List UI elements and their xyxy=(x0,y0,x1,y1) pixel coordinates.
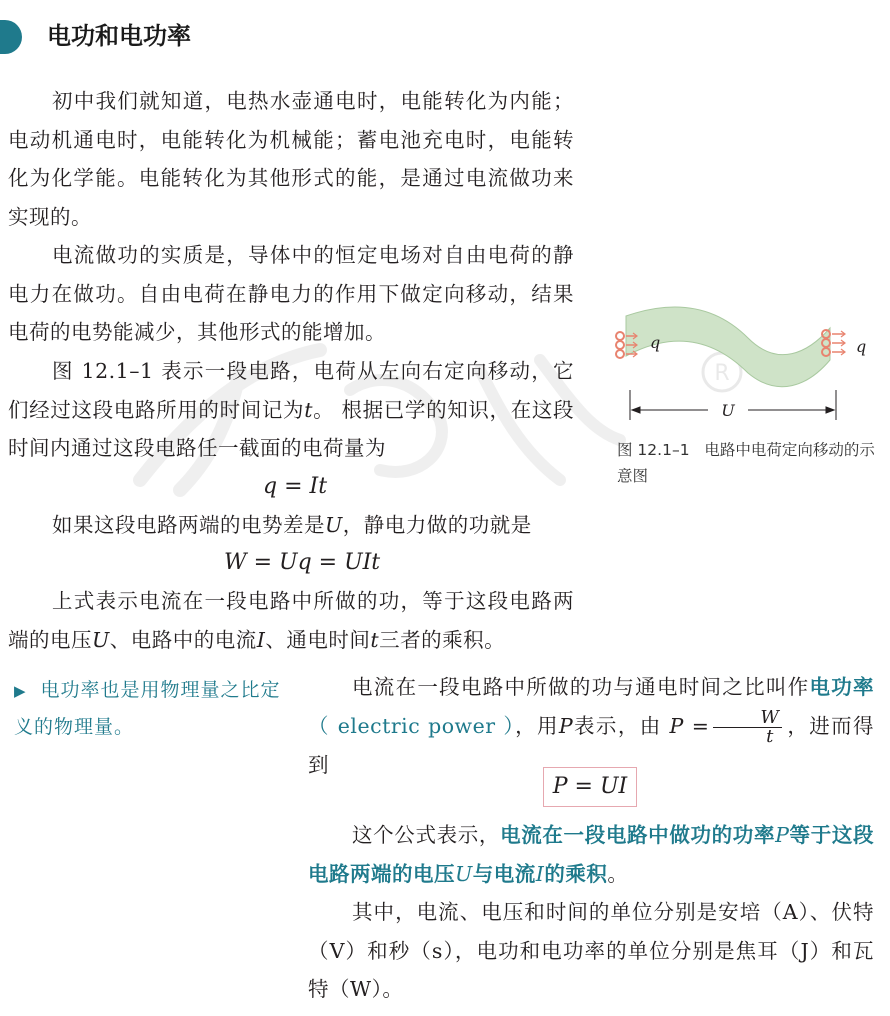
caption-text: 电路中电荷定向移动的示意图 xyxy=(617,441,875,485)
frac-lhs: P = xyxy=(669,713,710,738)
para7-highlight-1: 电流在一段电路中做功的功率 xyxy=(500,823,776,847)
side-note xyxy=(14,672,284,745)
label-q-right: q xyxy=(856,337,867,356)
caption-number: 图 12.1–1 xyxy=(617,441,690,459)
para5-text-d: 三者的乘积。 xyxy=(379,627,506,652)
paragraph-potential xyxy=(8,506,574,545)
para4-text-a: 如果这段电路两端的电势差是 xyxy=(52,513,325,537)
para7-highlight-4: 的乘积 xyxy=(544,861,608,886)
para6-text-b: ，用 xyxy=(515,713,559,738)
para5-text-c: 、通电时间 xyxy=(265,627,371,652)
paragraph-work-meaning xyxy=(8,582,574,659)
label-U: U xyxy=(721,401,735,420)
term-english: （ electric power ） xyxy=(308,713,516,738)
para3-text-b: 。 根据已学的知识，在这段时间内通过这段电路任一截面的电荷量为 xyxy=(8,397,575,460)
frac-numerator: W xyxy=(713,709,782,728)
para3-text-a: 图 12.1–1 表示一段电路，电荷从左向右定向移动，它们经过这段电路所用的时间记为 xyxy=(8,359,574,422)
var-U-2: U xyxy=(92,627,110,652)
paragraph-units: 其中，电流、电压和时间的单位分别是安培（A）、伏特（V）和秒（s），电功和电功率的单位分别是焦耳（J）和瓦特（W）。 xyxy=(308,900,874,1001)
label-q-left: q xyxy=(650,333,661,352)
para7-end: 。 xyxy=(607,861,629,886)
fraction-W-over-t xyxy=(713,706,782,747)
paragraph-essence: 电流做功的实质是，导体中的恒定电场对自由电荷的静电力在做功。自由电荷在静电力的作用下做定向移动，结果电荷的电势能减少，其他形式的能增加。 xyxy=(8,243,574,344)
side-note-text: 电功率也是用物理量之比定义的物理量。 xyxy=(14,679,281,738)
section-marker xyxy=(0,20,22,54)
para7-text-a: 这个公式表示， xyxy=(352,823,501,847)
paragraph-power-meaning xyxy=(308,816,874,893)
term-electric-power: 电功率 xyxy=(809,675,875,699)
var-P-2: P xyxy=(775,823,790,847)
left-charges xyxy=(616,332,637,358)
svg-text:R: R xyxy=(714,361,730,386)
para7-highlight-2: 等于这段电路两端的电压 xyxy=(308,823,875,886)
boxed-equation-power: P = UI xyxy=(543,767,637,807)
paragraph-figure-ref xyxy=(8,352,574,468)
equation-work: W = Uq = UIt xyxy=(224,550,381,575)
paragraph-intro: 初中我们就知道，电热水壶通电时，电能转化为内能；电动机通电时，电能转化为机械能；蓄电池充电时，电能转化为化学能。电能转化为其他形式的能，是通过电流做功来实现的。 xyxy=(8,89,574,229)
var-U: U xyxy=(325,513,343,537)
para6-text-c: 表示，由 xyxy=(573,713,662,738)
equation-charge: q = It xyxy=(263,474,328,499)
var-U-3: U xyxy=(455,861,473,886)
var-t: t xyxy=(304,397,313,422)
section-title: 电功和电功率 xyxy=(47,22,191,50)
figure-caption xyxy=(617,437,877,489)
circuit-figure xyxy=(608,298,883,428)
para6-text-d: ，进而得到 xyxy=(308,713,874,777)
para5-text-a: 上式表示电流在一段电路中所做的功，等于这段电路两端的电压 xyxy=(8,589,574,652)
var-P: P xyxy=(558,713,574,738)
var-I-2: I xyxy=(535,861,545,886)
triangle-bullet-icon: ▶ xyxy=(14,682,27,700)
frac-denominator: t xyxy=(766,725,774,747)
para7-highlight-3: 与电流 xyxy=(472,861,536,886)
var-I: I xyxy=(256,627,266,652)
para5-text-b: 、电路中的电流 xyxy=(109,627,257,652)
var-t-2: t xyxy=(370,627,380,652)
para4-text-b: ，静电力做的功就是 xyxy=(342,513,532,537)
para6-text-a: 电流在一段电路中所做的功与通电时间之比叫作 xyxy=(352,675,810,699)
